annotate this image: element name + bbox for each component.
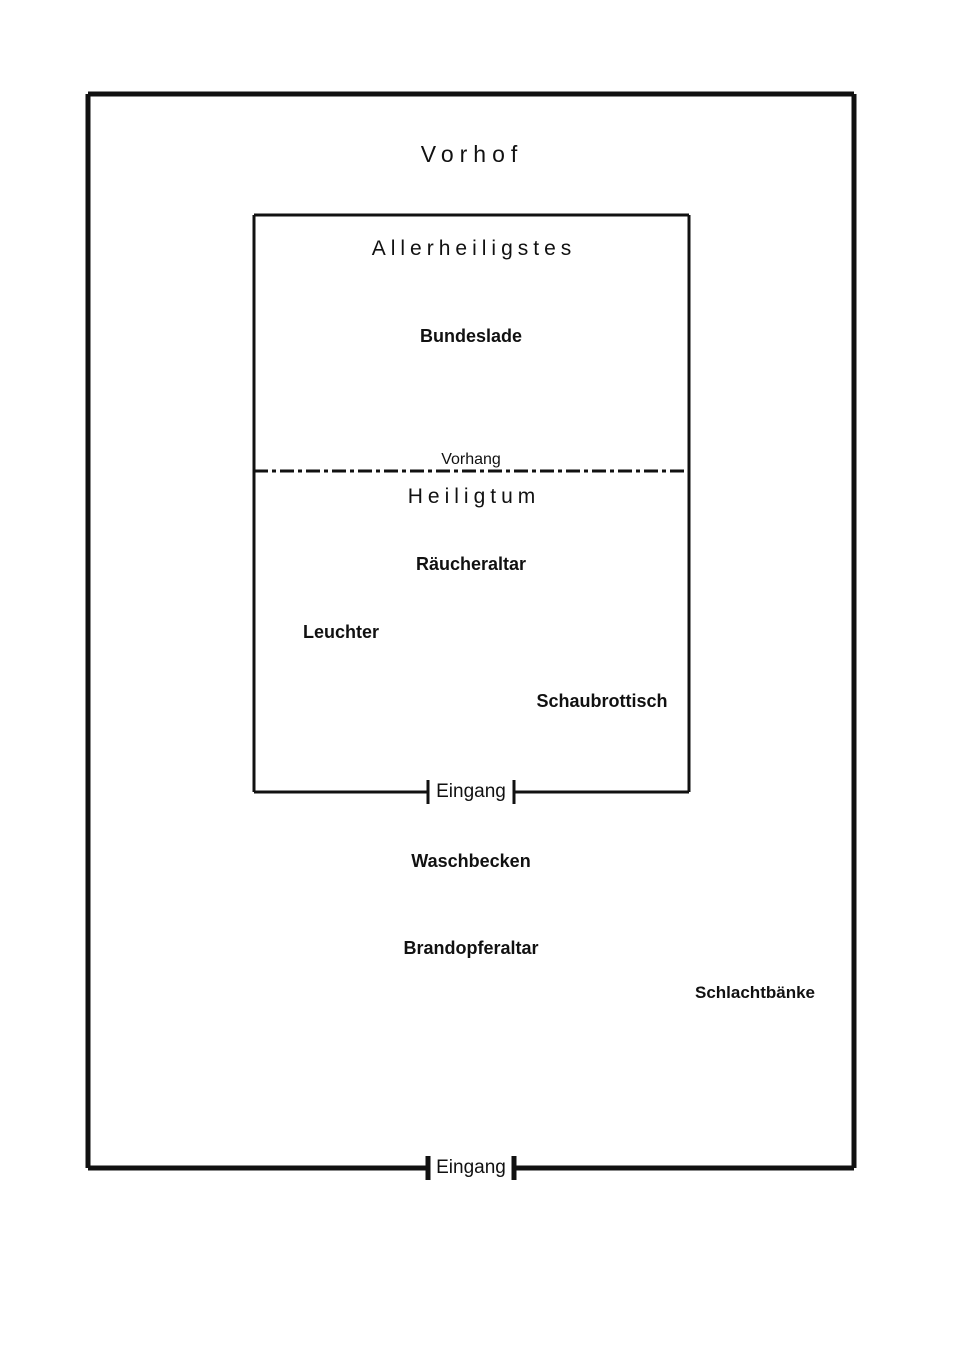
curtain-label: Vorhang bbox=[441, 451, 501, 468]
court-entrance-label: Eingang bbox=[436, 1157, 506, 1178]
incense-altar-label: Räucheraltar bbox=[415, 554, 527, 574]
lampstand-label: Leuchter bbox=[302, 622, 380, 642]
tent-wall bbox=[254, 215, 689, 804]
holy-of-holies-label: Allerheiligstes bbox=[371, 237, 577, 260]
basin-label: Waschbecken bbox=[411, 851, 531, 871]
holy-place-label: Heiligtum bbox=[407, 485, 541, 508]
burnt-offering-altar-label: Brandopferaltar bbox=[403, 938, 539, 958]
court-label: Vorhof bbox=[420, 141, 524, 167]
slaughter-tables-label: Schlachtbänke bbox=[695, 983, 815, 1002]
ark-label: Bundeslade bbox=[419, 326, 523, 346]
tent-entrance-label: Eingang bbox=[436, 781, 506, 802]
showbread-table-label: Schaubrottisch bbox=[536, 691, 668, 711]
